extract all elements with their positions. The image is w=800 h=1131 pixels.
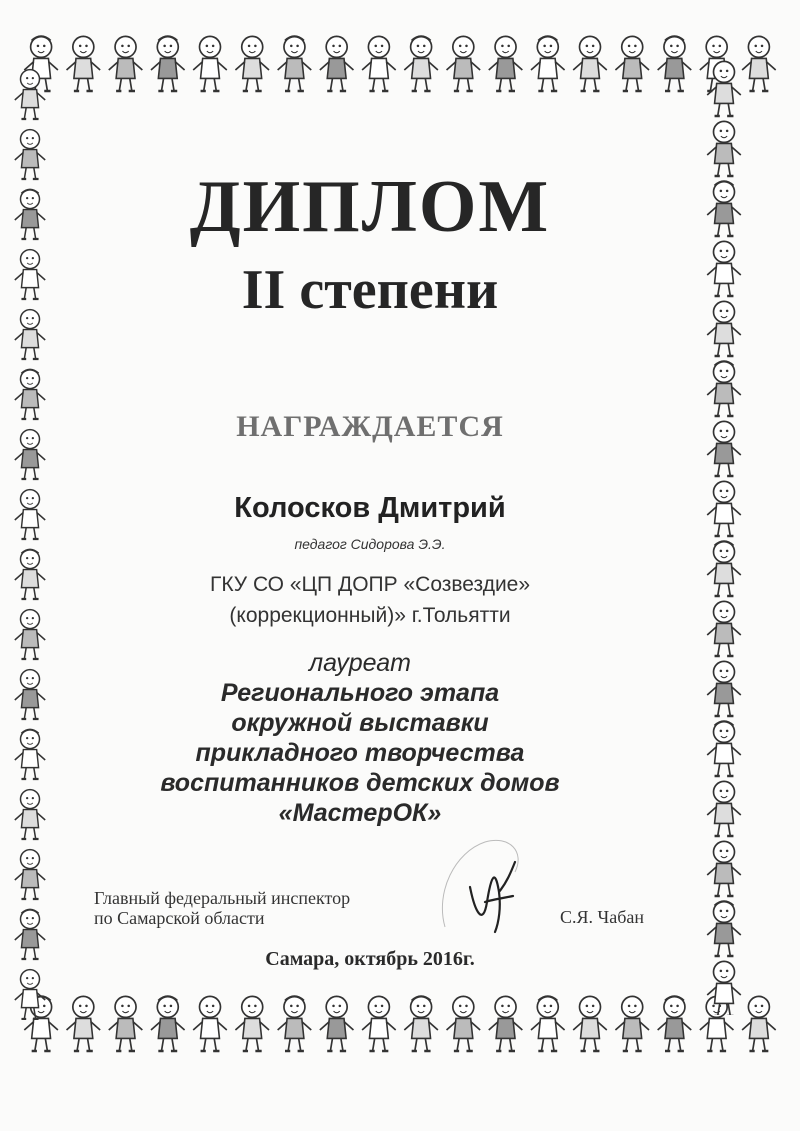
child-figure-icon [573, 996, 607, 1051]
child-figure-icon [362, 996, 396, 1051]
child-figure-icon [15, 70, 45, 119]
child-figure-icon [615, 996, 649, 1051]
teacher-line: педагог Сидорова Э.Э. [294, 536, 446, 552]
signatory-title-line: по Самарской области [94, 908, 265, 928]
child-figure-icon [193, 36, 227, 91]
children-border-top [20, 18, 780, 108]
child-figure-icon [447, 36, 481, 91]
diploma-title: ДИПЛОМ [189, 166, 551, 248]
child-figure-icon [447, 996, 481, 1051]
signatory-title-line: Главный федеральный инспектор [94, 888, 351, 908]
child-figure-icon [707, 61, 741, 116]
child-figure-icon [193, 996, 227, 1051]
child-figure-icon [320, 996, 354, 1051]
child-figure-icon [67, 36, 101, 91]
organization-line: (коррекционный)» г.Тольятти [229, 604, 511, 627]
child-figure-icon [15, 970, 45, 1019]
diploma-degree: II степени [241, 259, 499, 321]
child-figure-icon [151, 996, 185, 1051]
child-figure-icon [235, 36, 269, 91]
child-figure-icon [531, 996, 565, 1051]
child-figure-icon [109, 996, 143, 1051]
child-figure-icon [707, 841, 741, 896]
achievement-line: Регионального этапа [220, 679, 500, 707]
children-border-bottom [20, 985, 780, 1075]
signatory-title [94, 888, 350, 928]
child-figure-icon [489, 996, 523, 1051]
achievement-line: прикладного творчества [195, 739, 525, 767]
child-figure-icon [151, 36, 185, 91]
child-figure-icon [235, 996, 269, 1051]
achievement-line: «МастерОК» [278, 799, 442, 827]
child-figure-icon [404, 996, 438, 1051]
recipient-name: Колосков Дмитрий [234, 492, 506, 524]
handwritten-signature [415, 832, 545, 942]
place-date: Самара, октябрь 2016г. [265, 948, 475, 970]
child-figure-icon [404, 36, 438, 91]
child-figure-icon [320, 36, 354, 91]
awarded-heading: НАГРАЖДАЕТСЯ [236, 410, 504, 443]
achievement-block [0, 648, 720, 828]
child-figure-icon [67, 996, 101, 1051]
child-figure-icon [15, 850, 45, 899]
achievement-line: окружной выставки [231, 709, 489, 737]
achievement-line: лауреат [309, 649, 411, 677]
organization-block [0, 569, 740, 631]
child-figure-icon [531, 36, 565, 91]
organization-line: ГКУ СО «ЦП ДОПР «Созвездие» [209, 573, 531, 596]
child-figure-icon [362, 36, 396, 91]
child-figure-icon [573, 36, 607, 91]
child-figure-icon [707, 361, 741, 416]
achievement-line: воспитанников детских домов [160, 769, 560, 797]
signatory-name: С.Я. Чабан [560, 907, 644, 927]
child-figure-icon [615, 36, 649, 91]
child-figure-icon [489, 36, 523, 91]
child-figure-icon [278, 36, 312, 91]
child-figure-icon [109, 36, 143, 91]
child-figure-icon [278, 996, 312, 1051]
